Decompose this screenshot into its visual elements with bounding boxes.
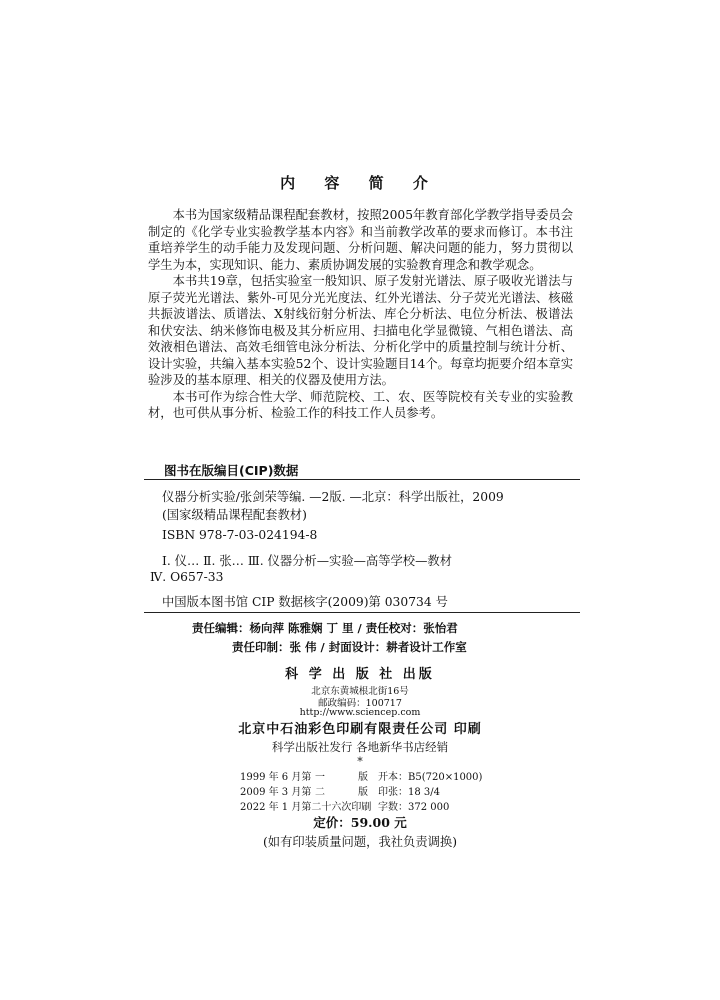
edition-number: 一 <box>315 772 325 783</box>
cip-classification-line: Ⅳ. O657-33 <box>150 570 224 584</box>
cip-subject-line: Ⅰ. 仪… Ⅱ. 张… Ⅲ. 仪器分析—实验—高等学校—教材 <box>162 554 452 568</box>
cip-heading: 图书在版编目(CIP)数据 <box>164 463 299 478</box>
edition-detail: 开本：B5(720×1000) <box>378 772 483 783</box>
cip-top-rule <box>144 479 580 480</box>
edition-row-2 <box>240 783 440 798</box>
cip-bottom-rule <box>144 612 580 613</box>
edition-type: 版 <box>358 772 368 783</box>
summary-paragraph-1: 本书为国家级精品课程配套教材，按照2005年教育部化学教学指导委员会制定的《化学专业实验教学基本内容》和当前教学改革的要求而修订。本书注重培养学生的动手能力及发现问题、分析问题、解决问题的能力，努力贯彻以学生为本，实现知识、能力、素质协调发展的实验教育理念和教学观念。 <box>148 208 573 272</box>
publisher-postcode: 邮政编码：100717 <box>318 698 402 709</box>
summary-text <box>148 207 573 422</box>
publisher-url: http://www.sciencep.com <box>299 707 421 718</box>
cip-title-line: 仪器分析实验/张剑荣等编. —2版. —北京：科学出版社，2009 <box>162 490 504 504</box>
cip-record-line: 中国版本图书馆 CIP 数据核字(2009)第 030734 号 <box>162 595 448 609</box>
publisher-address: 北京东黄城根北街16号 <box>311 686 409 697</box>
edition-date: 1999 年 6 月第 <box>240 772 312 783</box>
separator-star: * <box>357 755 363 768</box>
summary-paragraph-2: 本书共19章，包括实验室一般知识、原子发射光谱法、原子吸收光谱法与原子荧光光谱法、紫外-可见分光光度法、红外光谱法、分子荧光光谱法、核磁共振波谱法、质谱法、X射线衍射分析法、库仑分析法、电位分析法、极谱法和伏安法、纳米修饰电极及其分析应用、扫描电化学显微镜、气相色谱法、高效液相色谱法、高效毛细管电泳分析法、分析化学中的质量控制与统计分析、设计实验，共编入基本实验52个、设计实验题目14个。每章均扼要介绍本章实验涉及的基本原理、相关的仪器及使用方法。 <box>148 274 573 387</box>
edition-type: 版 <box>358 787 368 798</box>
staff-editors-line: 责任编辑：杨向萍 陈雅娴 丁 里 / 责任校对：张怡君 <box>192 621 458 635</box>
price: 定价：59.00 元 <box>313 815 407 830</box>
edition-number: 二 <box>315 787 325 798</box>
page-title: 内 容 简 介 <box>280 174 440 192</box>
edition-date: 2009 年 3 月第 <box>240 787 312 798</box>
edition-row-3 <box>240 798 450 813</box>
summary-paragraph-3: 本书可作为综合性大学、师范院校、工、农、医等院校有关专业的实验教材，也可供从事分析、检验工作的科技工作人员参考。 <box>148 389 573 420</box>
printer-name: 北京中石油彩色印刷有限责任公司 印刷 <box>238 722 482 737</box>
edition-row-1 <box>240 768 483 783</box>
edition-detail: 字数：372 000 <box>378 802 450 813</box>
distribution-line: 科学出版社发行 各地新华书店经销 <box>271 740 449 754</box>
edition-date: 2022 年 1 月第二十六次印刷 <box>240 802 372 813</box>
cip-isbn-line: ISBN 978-7-03-024194-8 <box>162 528 318 542</box>
staff-production-line: 责任印制：张 伟 / 封面设计：耕者设计工作室 <box>232 640 467 654</box>
edition-detail: 印张：18 3/4 <box>378 787 440 798</box>
publisher-name: 科 学 出 版 社 出版 <box>285 667 435 682</box>
cip-series-line: (国家级精品课程配套教材) <box>162 508 307 522</box>
quality-notice: (如有印装质量问题，我社负责调换) <box>262 835 458 849</box>
